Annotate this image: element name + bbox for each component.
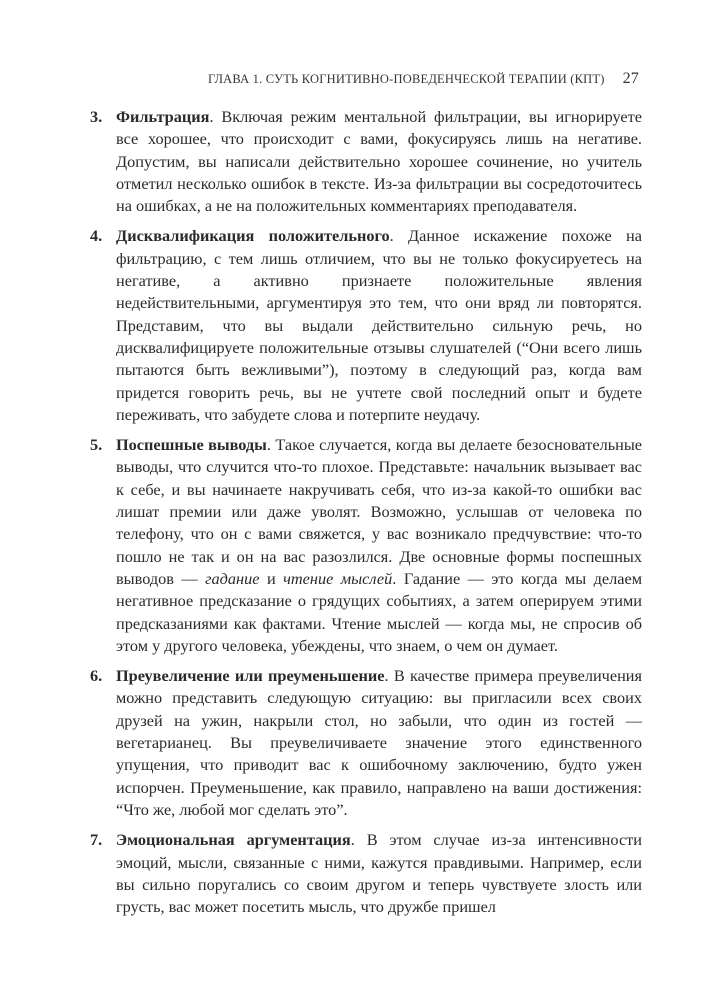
item-text: . Такое случается, когда вы делаете безосновательные выводы, что случится что-то плохое. Представьте: начальник вызывает вас к себе, и вы начинаете накручивать себя, что из-за какой-то ошибки вас лишат премии или даже уволят. Возможно, услышав от человека по телефону, что он с вами свяжется, у вас возникало предчувствие: что-то пошло не так и он на вас разозлился. Две основные формы поспешных выводов — [116,435,642,588]
item-term: Преувеличение или преуменьшение [116,666,385,686]
list-item [90,225,642,426]
item-text: . В качестве примера преувеличения можно представить следующую ситуацию: вы пригласили всех своих друзей на ужин, накрыли стол, но забыли, что один из гостей — вегетарианец. Вы преувеличиваете значение этого единственного упущения, что приводит вас к ошибочному заключению, будто ужен испорчен. Преуменьшение, как правило, направлено на ваши достижения: “Что же, любой мог сделать это”. [116,666,642,819]
item-body [116,225,642,426]
item-text: . Данное искажение похоже на фильтрацию, с тем лишь отличием, что вы не только фокусируетесь на негативе, а активно признаете положительные явления недействительными, аргументируя это тем, что они вряд ли повторятся. Представим, что вы выдали действительно сильную речь, но дисквалифицируете положительные отзывы слушателей (“Они всего лишь пытаются быть вежливыми”), поэтому в следующий раз, когда вам придется говорить речь, вы не учтете свой последний опыт и будете переживать, что забудете слова и потерпите неудачу. [116,226,642,424]
list-item [90,665,642,821]
page-body [90,106,642,926]
item-term: Дисквалификация положительного [116,226,390,246]
item-text: . Включая режим ментальной фильтрации, вы игнорируете все хорошее, что происходит с вами, фокусируясь лишь на негативе. Допустим, вы написали действительно хорошее сочинение, но учитель отметил несколько ошибок в тексте. Из-за фильтрации вы сосредоточитесь на ошибках, а не на положительных комментариях преподавателя. [116,107,642,216]
item-text: . Гадание — это когда мы делаем негативное предсказание о грядущих событиях, а затем оперируем этими предсказаниями как фактами. Чтение мыслей — когда мы, не спросив об этом у другого человека, убеждены, что знаем, о чем он думает. [116,568,643,655]
item-number: 7. [90,830,103,850]
page-number: 27 [622,70,639,87]
list-item [90,434,642,657]
item-term: Эмоциональная аргументация [116,830,351,850]
item-number: 4. [90,226,103,246]
item-term: Поспешные выводы [116,435,267,455]
item-number: 3. [90,107,103,126]
item-body [116,829,642,918]
item-text: и [259,568,284,588]
item-text: . В этом случае из-за интенсивности эмоций, мысли, связанные с ними, кажутся правдивыми. Например, если вы сильно поругались со своим другом и теперь чувствуете злость или грусть, вас может посетить мысль, что дружбе пришел [116,830,642,917]
chapter-title: ГЛАВА 1. СУТЬ КОГНИТИВНО-ПОВЕДЕНЧЕСКОЙ ТЕРАПИИ (КПТ) [207,72,605,86]
item-number: 5. [90,435,103,455]
running-header [90,70,639,88]
item-body [116,434,642,657]
list-item [90,106,642,217]
item-italic-term: чтение мыслей [283,568,393,588]
item-term: Фильтрация [116,107,210,126]
item-body [116,106,642,217]
item-body [116,665,642,821]
item-italic-term: гадание [205,568,260,588]
list-item [90,829,642,918]
item-number: 6. [90,666,103,686]
